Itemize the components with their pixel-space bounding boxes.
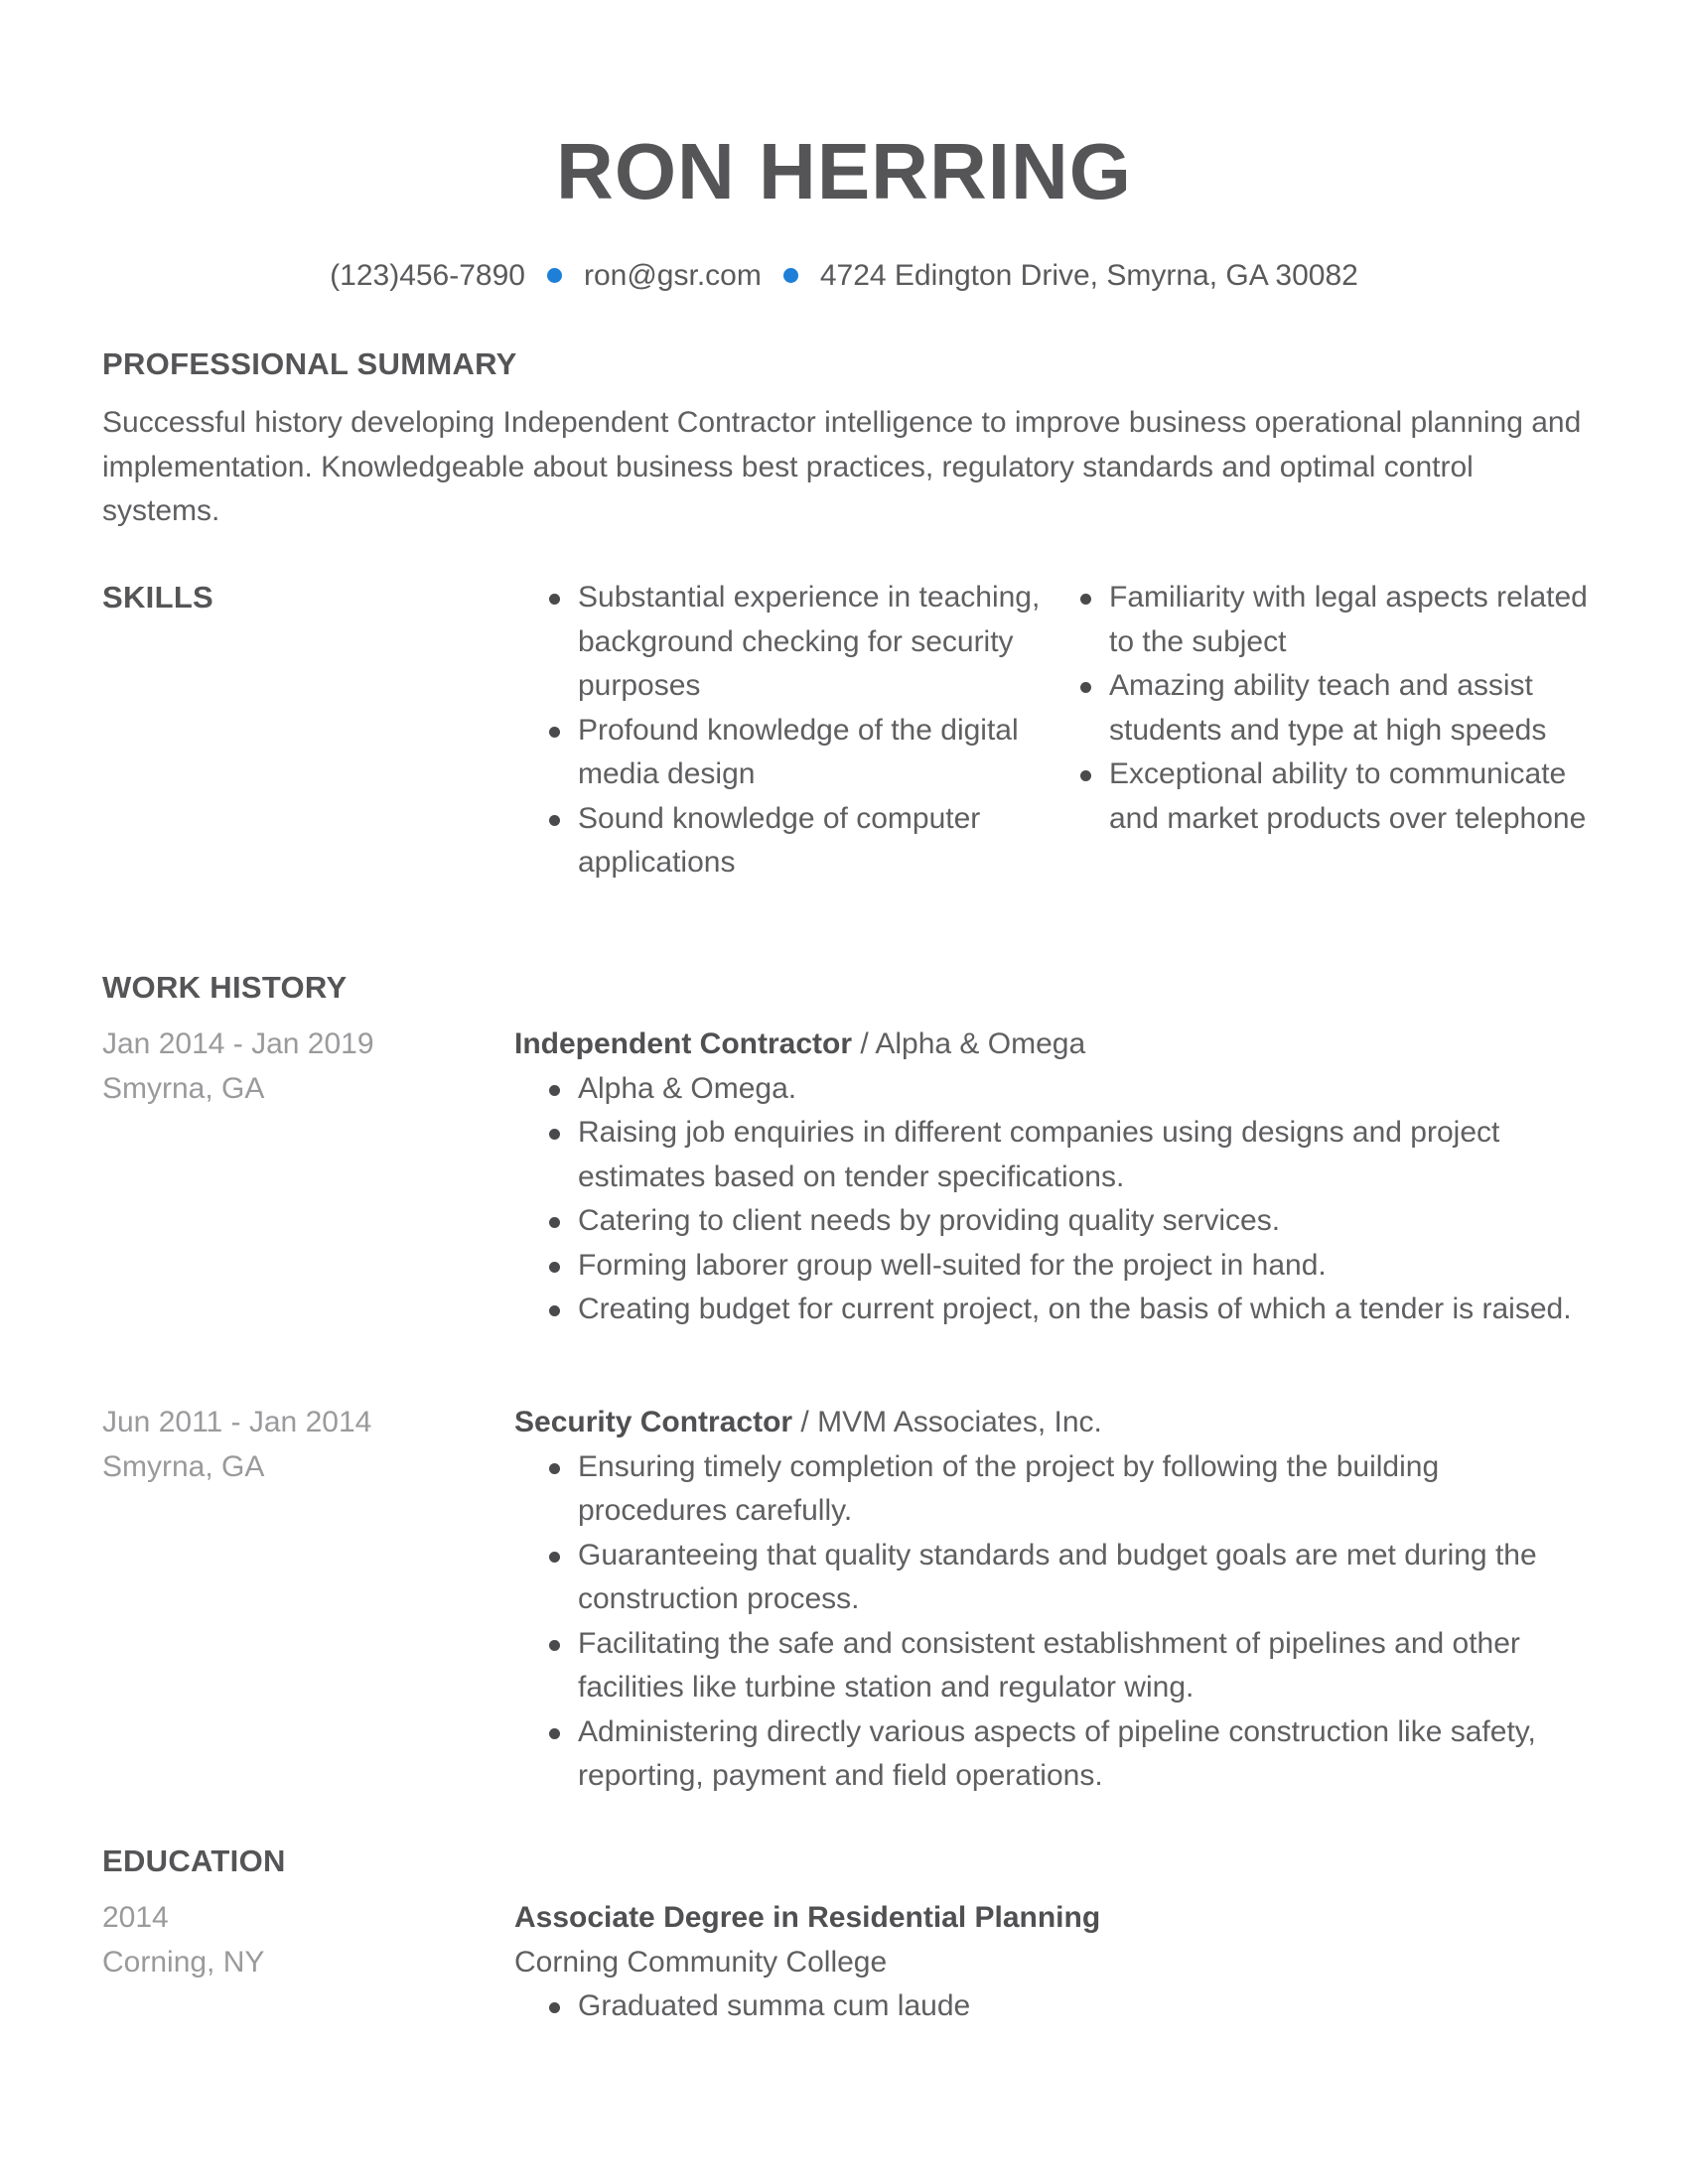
education-location: Corning, NY <box>102 1945 265 1979</box>
job-location: Smyrna, GA <box>102 1071 265 1105</box>
education-heading: EDUCATION <box>102 1843 286 1878</box>
job-1-title <box>514 1023 1085 1067</box>
job-role: Security Contractor <box>514 1406 793 1438</box>
education-bullets <box>546 1984 1579 2029</box>
skill-item: Amazing ability teach and assist students and type at high speeds <box>1077 664 1604 752</box>
job-2-bullets <box>546 1445 1579 1799</box>
job-2-meta <box>102 1401 371 1489</box>
job-1-meta <box>102 1023 374 1111</box>
education-bullet: Graduated summa cum laude <box>546 1984 1579 2029</box>
job-2-title <box>514 1401 1102 1445</box>
candidate-name: RON HERRING <box>556 127 1132 215</box>
separator-dot-icon <box>547 268 562 283</box>
skill-item: Profound knowledge of the digital media design <box>546 709 1043 797</box>
education-meta <box>102 1896 264 1984</box>
job-company: / MVM Associates, Inc. <box>792 1406 1102 1438</box>
skill-item: Familiarity with legal aspects related to the subject <box>1077 576 1604 664</box>
education-degree <box>514 1896 1100 1941</box>
job-1-bullets <box>546 1067 1579 1332</box>
job-company: / Alpha & Omega <box>852 1027 1086 1060</box>
street-address: 4724 Edington Drive, Smyrna, GA 30082 <box>819 259 1358 292</box>
skill-item: Substantial experience in teaching, background checking for security purposes <box>546 576 1043 709</box>
degree-name: Associate Degree in Residential Planning <box>514 1901 1101 1934</box>
summary-text: Successful history developing Independent Contractor intelligence to improve business operational planning and implementation. Knowledgeable about business best practices, regulatory standards and optimal control systems. <box>102 406 1582 527</box>
job-bullet: Forming laborer group well-suited for the project in hand. <box>546 1244 1579 1289</box>
contact-line <box>0 254 1688 298</box>
job-bullet: Catering to client needs by providing quality services. <box>546 1199 1579 1244</box>
job-dates: Jan 2014 - Jan 2019 <box>102 1027 374 1060</box>
education-school: Corning Community College <box>514 1945 888 1979</box>
job-bullet: Facilitating the safe and consistent establishment of pipelines and other facilities like turbine station and regulator wing. <box>546 1622 1579 1710</box>
job-bullet: Creating budget for current project, on the basis of which a tender is raised. <box>546 1288 1579 1332</box>
skills-heading: SKILLS <box>102 580 214 614</box>
skills-column-1 <box>546 576 1043 886</box>
work-history-heading: WORK HISTORY <box>102 970 348 1005</box>
job-bullet: Guaranteeing that quality standards and budget goals are met during the construction process. <box>546 1534 1579 1622</box>
phone-number: (123)456-7890 <box>330 259 525 292</box>
skills-column-2 <box>1077 576 1604 841</box>
job-location: Smyrna, GA <box>102 1449 265 1483</box>
job-bullet: Alpha & Omega. <box>546 1067 1579 1112</box>
education-year: 2014 <box>102 1901 169 1934</box>
job-bullet: Administering directly various aspects of pipeline construction like safety, reporting, payment and field operations. <box>546 1710 1579 1799</box>
job-bullet: Raising job enquiries in different companies using designs and project estimates based on tender specifications. <box>546 1111 1579 1199</box>
email-address: ron@gsr.com <box>583 259 762 292</box>
skill-item: Sound knowledge of computer applications <box>546 797 1043 886</box>
job-dates: Jun 2011 - Jan 2014 <box>102 1406 372 1438</box>
skill-item: Exceptional ability to communicate and market products over telephone <box>1077 752 1604 841</box>
job-bullet: Ensuring timely completion of the project by following the building procedures carefully. <box>546 1445 1579 1534</box>
summary-heading: PROFESSIONAL SUMMARY <box>102 346 517 381</box>
job-role: Independent Contractor <box>514 1027 853 1060</box>
separator-dot-icon <box>783 268 798 283</box>
